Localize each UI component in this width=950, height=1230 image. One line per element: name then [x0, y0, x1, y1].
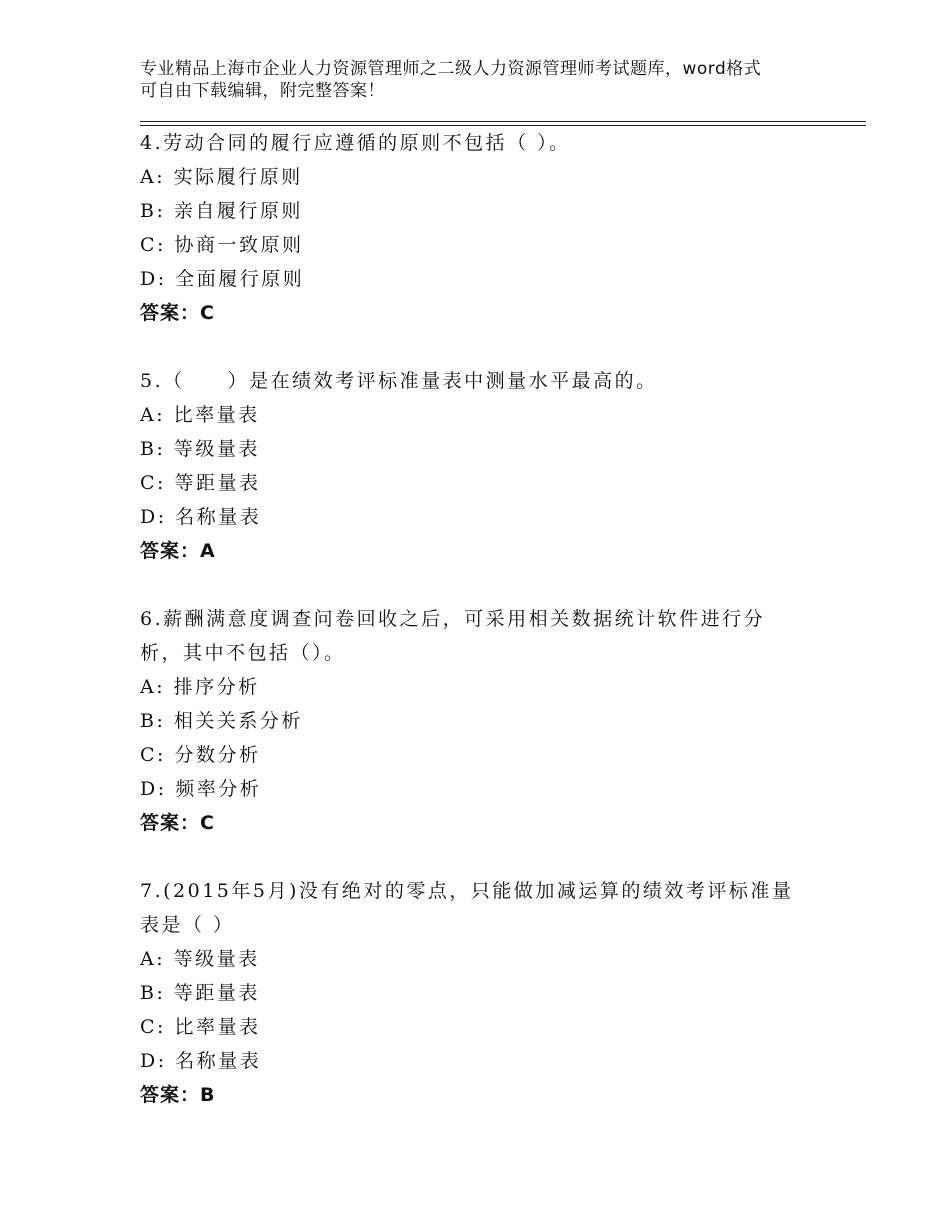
- answer-label: 答案：B: [140, 1084, 216, 1106]
- question-stem-line: 6.薪酬满意度调查问卷回收之后，可采用相关数据统计软件进行分: [140, 608, 766, 630]
- option-key: D:: [140, 506, 167, 528]
- option-d: [140, 500, 840, 534]
- option-text: 频率分析: [175, 778, 262, 800]
- question-5: [140, 364, 840, 568]
- option-key: D:: [140, 1050, 167, 1072]
- option-text: 协商一致原则: [174, 234, 304, 256]
- option-text: 全面履行原则: [175, 268, 305, 290]
- option-key: D:: [140, 268, 167, 290]
- question-stem-line: 7.(2015年5月)没有绝对的零点，只能做加减运算的绩效考评标准量: [140, 880, 794, 902]
- option-b: [140, 704, 840, 738]
- option-key: C:: [140, 472, 166, 494]
- question-list: [140, 126, 840, 1146]
- option-d: [140, 1044, 840, 1078]
- option-text: 比率量表: [173, 404, 260, 426]
- option-text: 亲自履行原则: [173, 200, 303, 222]
- option-key: A:: [140, 948, 166, 970]
- option-b: [140, 432, 840, 466]
- option-d: [140, 772, 840, 806]
- option-key: B:: [140, 438, 166, 460]
- question-stem: [140, 364, 840, 398]
- option-text: 相关关系分析: [173, 710, 303, 732]
- option-key: D:: [140, 778, 167, 800]
- header-divider-thin: [140, 121, 866, 122]
- answer-label: 答案：C: [140, 812, 215, 834]
- question-stem-line: 4.劳动合同的履行应遵循的原则不包括（ ）。: [140, 132, 571, 154]
- option-text: 名称量表: [175, 506, 262, 528]
- option-text: 等距量表: [173, 982, 260, 1004]
- question-stem-line: 5.（ ）是在绩效考评标准量表中测量水平最高的。: [140, 370, 658, 392]
- option-key: A:: [140, 166, 166, 188]
- header-line-2: 可自由下载编辑，附完整答案！: [140, 81, 385, 101]
- option-key: C:: [140, 744, 166, 766]
- option-b: [140, 976, 840, 1010]
- option-key: C:: [140, 234, 166, 256]
- option-key: B:: [140, 982, 166, 1004]
- option-text: 排序分析: [173, 676, 260, 698]
- option-text: 比率量表: [174, 1016, 261, 1038]
- answer-label: 答案：C: [140, 302, 215, 324]
- question-stem-line: 表是（ ）: [140, 914, 235, 936]
- option-key: A:: [140, 404, 166, 426]
- option-c: [140, 738, 840, 772]
- option-text: 实际履行原则: [173, 166, 303, 188]
- option-a: [140, 942, 840, 976]
- question-stem-line: 析，其中不包括（）。: [140, 642, 346, 664]
- option-text: 分数分析: [174, 744, 261, 766]
- option-key: B:: [140, 200, 166, 222]
- option-key: B:: [140, 710, 166, 732]
- answer-label: 答案：A: [140, 540, 216, 562]
- option-text: 名称量表: [175, 1050, 262, 1072]
- document-header: [140, 58, 840, 102]
- option-c: [140, 466, 840, 500]
- option-d: [140, 262, 840, 296]
- question-stem: [140, 874, 840, 942]
- option-a: [140, 670, 840, 704]
- option-a: [140, 398, 840, 432]
- option-c: [140, 228, 840, 262]
- option-a: [140, 160, 840, 194]
- option-b: [140, 194, 840, 228]
- question-stem: [140, 126, 840, 160]
- option-key: C:: [140, 1016, 166, 1038]
- question-6: [140, 602, 840, 840]
- option-c: [140, 1010, 840, 1044]
- question-stem: [140, 602, 840, 670]
- question-4: [140, 126, 840, 330]
- header-line-1: 专业精品上海市企业人力资源管理师之二级人力资源管理师考试题库，word格式: [140, 59, 762, 79]
- question-7: [140, 874, 840, 1112]
- option-key: A:: [140, 676, 166, 698]
- option-text: 等级量表: [173, 948, 260, 970]
- option-text: 等距量表: [174, 472, 261, 494]
- option-text: 等级量表: [173, 438, 260, 460]
